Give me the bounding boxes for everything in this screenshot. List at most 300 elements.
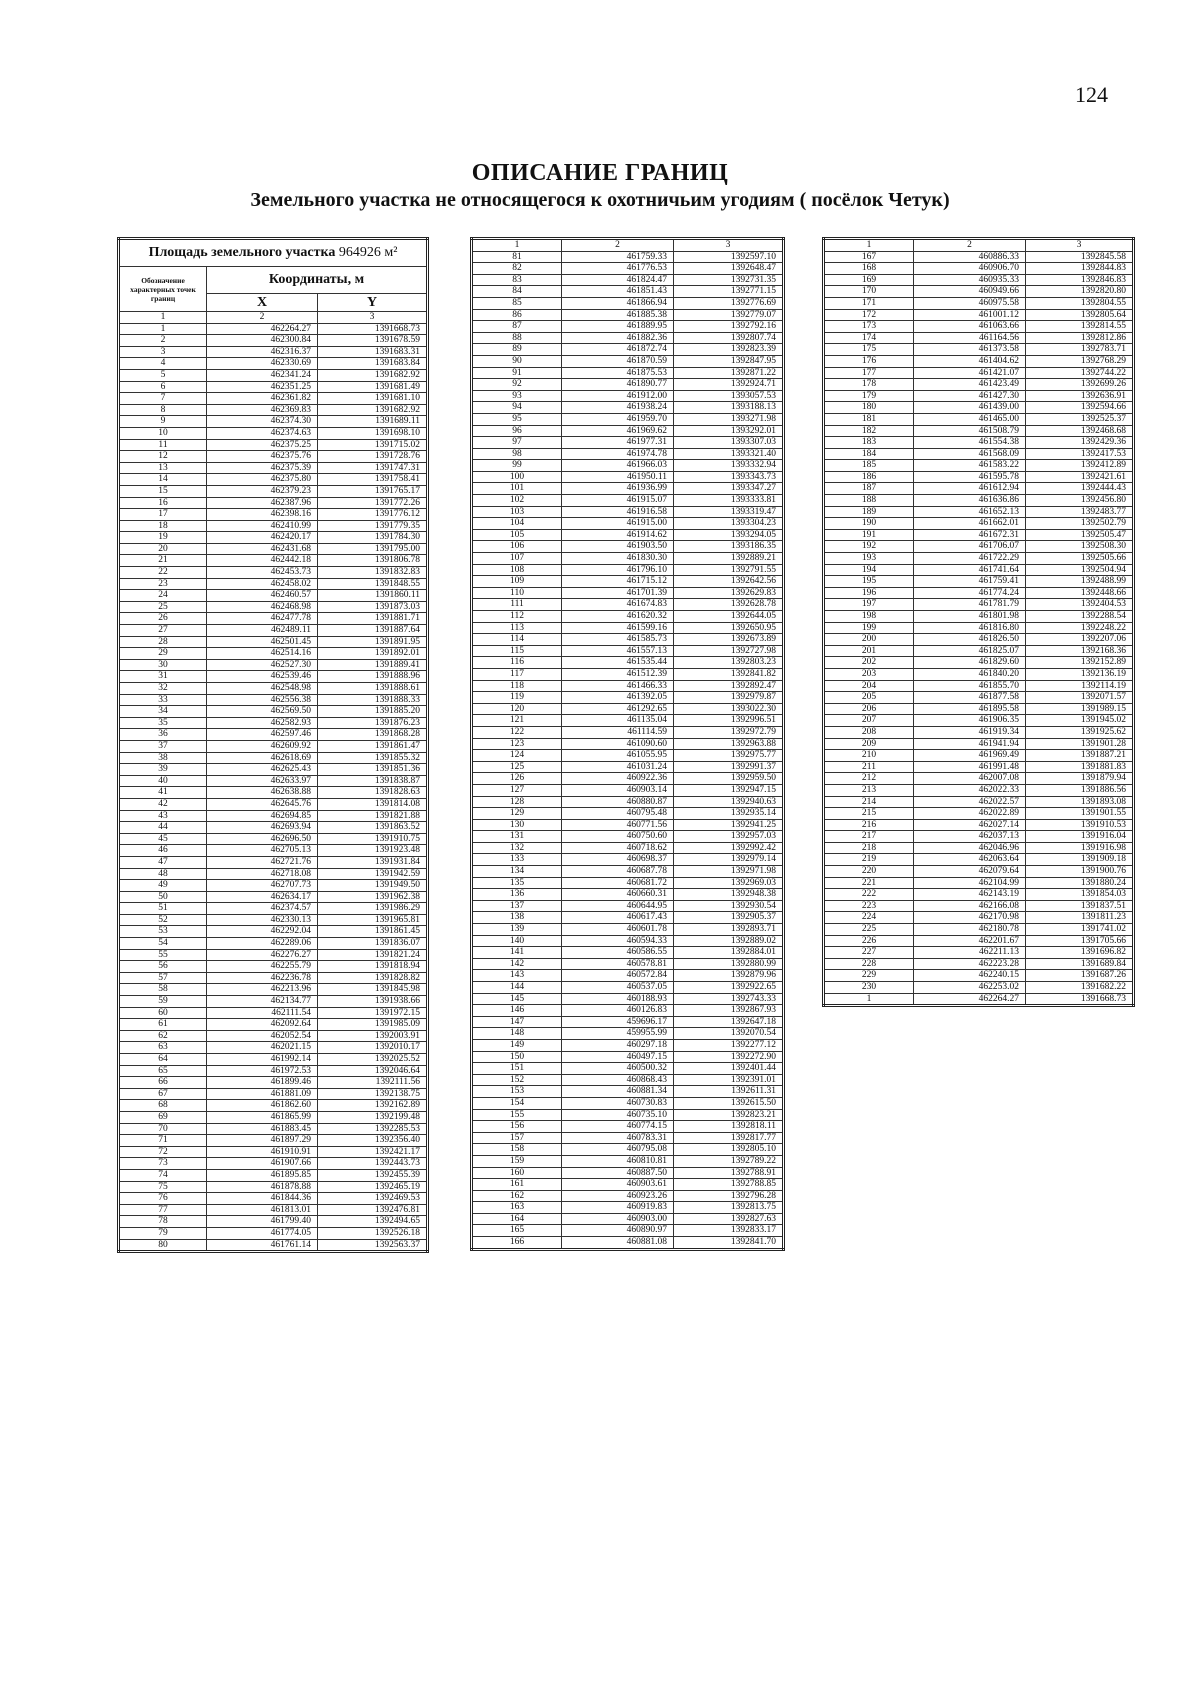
x-value: 462092.64 bbox=[207, 1019, 318, 1031]
x-value: 461895.85 bbox=[207, 1169, 318, 1181]
x-value: 462694.85 bbox=[207, 810, 318, 822]
point-number: 16 bbox=[119, 497, 207, 509]
y-value: 1391931.84 bbox=[318, 856, 428, 868]
y-value: 1392673.89 bbox=[674, 634, 784, 646]
point-number: 156 bbox=[472, 1121, 562, 1133]
point-number: 44 bbox=[119, 822, 207, 834]
x-value: 462707.73 bbox=[207, 880, 318, 892]
area-value: 964926 м² bbox=[338, 245, 398, 260]
table-row bbox=[824, 622, 1134, 634]
y-value: 1392483.77 bbox=[1026, 506, 1134, 518]
x-value: 460890.97 bbox=[562, 1225, 674, 1237]
table-row bbox=[472, 379, 784, 391]
point-number: 105 bbox=[472, 529, 562, 541]
y-value: 1391811.23 bbox=[1026, 912, 1134, 924]
y-value: 1392356.40 bbox=[318, 1135, 428, 1147]
table-row bbox=[824, 367, 1134, 379]
document-title: ОПИСАНИЕ ГРАНИЦ bbox=[471, 160, 729, 186]
point-number: 170 bbox=[824, 286, 914, 298]
point-number: 135 bbox=[472, 877, 562, 889]
point-number: 157 bbox=[472, 1132, 562, 1144]
x-value: 462696.50 bbox=[207, 833, 318, 845]
point-number: 159 bbox=[472, 1155, 562, 1167]
y-value: 1392743.33 bbox=[674, 993, 784, 1005]
x-value: 461950.11 bbox=[562, 471, 674, 483]
y-value: 1392791.55 bbox=[674, 564, 784, 576]
y-value: 1391901.55 bbox=[1026, 808, 1134, 820]
table-row bbox=[472, 970, 784, 982]
y-value: 1392972.79 bbox=[674, 726, 784, 738]
point-number: 121 bbox=[472, 715, 562, 727]
y-value: 1392111.56 bbox=[318, 1077, 428, 1089]
point-number: 174 bbox=[824, 332, 914, 344]
table-row bbox=[472, 634, 784, 646]
y-value: 1391715.02 bbox=[318, 439, 428, 451]
table-row bbox=[472, 344, 784, 356]
y-value: 1392429.36 bbox=[1026, 437, 1134, 449]
y-value: 1391814.08 bbox=[318, 798, 428, 810]
y-value: 1392070.54 bbox=[674, 1028, 784, 1040]
point-number: 51 bbox=[119, 903, 207, 915]
page-number: 124 bbox=[1075, 82, 1108, 107]
y-value: 1392456.80 bbox=[1026, 495, 1134, 507]
table-row bbox=[119, 914, 428, 926]
table-row bbox=[472, 831, 784, 843]
x-value: 461090.60 bbox=[562, 738, 674, 750]
y-value: 1392488.99 bbox=[1026, 576, 1134, 588]
table-row bbox=[472, 564, 784, 576]
x-value: 461889.95 bbox=[562, 321, 674, 333]
x-value: 461897.29 bbox=[207, 1135, 318, 1147]
y-value: 1391965.81 bbox=[318, 914, 428, 926]
col-num-3: 3 bbox=[318, 312, 428, 324]
table-row bbox=[824, 900, 1134, 912]
point-number: 201 bbox=[824, 645, 914, 657]
y-value: 1392248.22 bbox=[1026, 622, 1134, 634]
x-value: 462387.96 bbox=[207, 497, 318, 509]
table-row bbox=[824, 309, 1134, 321]
y-value: 1391891.95 bbox=[318, 636, 428, 648]
table-row bbox=[472, 309, 784, 321]
table-row bbox=[119, 335, 428, 347]
y-value: 1392788.85 bbox=[674, 1179, 784, 1191]
table-row bbox=[824, 645, 1134, 657]
point-number: 191 bbox=[824, 529, 914, 541]
y-value: 1392771.15 bbox=[674, 286, 784, 298]
table-row bbox=[472, 611, 784, 623]
x-value: 462180.78 bbox=[914, 924, 1026, 936]
x-value: 461599.16 bbox=[562, 622, 674, 634]
y-value: 1392979.14 bbox=[674, 854, 784, 866]
table-row bbox=[472, 1016, 784, 1028]
x-value: 461759.33 bbox=[562, 251, 674, 263]
table-row bbox=[119, 1077, 428, 1089]
table-row bbox=[119, 1065, 428, 1077]
y-value: 1391881.71 bbox=[318, 613, 428, 625]
x-value: 461825.07 bbox=[914, 645, 1026, 657]
point-number: 92 bbox=[472, 379, 562, 391]
col-num-2: 2 bbox=[914, 239, 1026, 252]
point-number: 154 bbox=[472, 1097, 562, 1109]
x-value: 461063.66 bbox=[914, 321, 1026, 333]
point-number: 12 bbox=[119, 451, 207, 463]
col-num-3: 3 bbox=[1026, 239, 1134, 252]
x-value: 462276.27 bbox=[207, 949, 318, 961]
y-header: Y bbox=[318, 294, 428, 312]
table-row bbox=[119, 1204, 428, 1216]
table-row bbox=[119, 1216, 428, 1228]
point-number: 97 bbox=[472, 437, 562, 449]
x-value: 462645.76 bbox=[207, 798, 318, 810]
point-number: 6 bbox=[119, 381, 207, 393]
table-row bbox=[119, 775, 428, 787]
table-row bbox=[119, 1181, 428, 1193]
x-value: 459955.99 bbox=[562, 1028, 674, 1040]
x-value: 459696.17 bbox=[562, 1016, 674, 1028]
col-num-1: 1 bbox=[472, 239, 562, 252]
y-value: 1392505.47 bbox=[1026, 529, 1134, 541]
table-row bbox=[472, 1074, 784, 1086]
table-row bbox=[119, 451, 428, 463]
x-value: 462369.83 bbox=[207, 404, 318, 416]
x-value: 461972.53 bbox=[207, 1065, 318, 1077]
table-row bbox=[119, 625, 428, 637]
x-value: 461919.34 bbox=[914, 726, 1026, 738]
y-value: 1392880.99 bbox=[674, 958, 784, 970]
point-number: 56 bbox=[119, 961, 207, 973]
table-row bbox=[824, 495, 1134, 507]
x-value: 462046.96 bbox=[914, 842, 1026, 854]
table-row bbox=[119, 810, 428, 822]
y-value: 1392504.94 bbox=[1026, 564, 1134, 576]
y-value: 1391881.83 bbox=[1026, 761, 1134, 773]
point-number: 1 bbox=[119, 323, 207, 335]
col-num-1: 1 bbox=[824, 239, 914, 252]
x-value: 462264.27 bbox=[207, 323, 318, 335]
point-number: 205 bbox=[824, 692, 914, 704]
x-value: 461001.12 bbox=[914, 309, 1026, 321]
table-row bbox=[472, 506, 784, 518]
point-number: 221 bbox=[824, 877, 914, 889]
y-value: 1392924.71 bbox=[674, 379, 784, 391]
x-value: 461508.79 bbox=[914, 425, 1026, 437]
y-value: 1392285.53 bbox=[318, 1123, 428, 1135]
point-number: 127 bbox=[472, 784, 562, 796]
x-value: 462618.69 bbox=[207, 752, 318, 764]
point-number: 40 bbox=[119, 775, 207, 787]
y-value: 1391689.11 bbox=[318, 416, 428, 428]
table-row bbox=[119, 601, 428, 613]
x-value: 462289.06 bbox=[207, 938, 318, 950]
y-value: 1391682.92 bbox=[318, 404, 428, 416]
point-number: 223 bbox=[824, 900, 914, 912]
table-row bbox=[119, 1042, 428, 1054]
y-value: 1391925.62 bbox=[1026, 726, 1134, 738]
y-value: 1392867.93 bbox=[674, 1005, 784, 1017]
point-number: 152 bbox=[472, 1074, 562, 1086]
y-value: 1393319.47 bbox=[674, 506, 784, 518]
table-row bbox=[824, 425, 1134, 437]
table-row bbox=[119, 346, 428, 358]
point-number: 15 bbox=[119, 485, 207, 497]
x-value: 460935.33 bbox=[914, 274, 1026, 286]
y-value: 1391873.03 bbox=[318, 601, 428, 613]
x-value: 461907.66 bbox=[207, 1158, 318, 1170]
table-row bbox=[472, 912, 784, 924]
table-row bbox=[472, 274, 784, 286]
point-number: 137 bbox=[472, 900, 562, 912]
point-number: 208 bbox=[824, 726, 914, 738]
y-value: 1391784.30 bbox=[318, 532, 428, 544]
point-number: 86 bbox=[472, 309, 562, 321]
x-value: 461781.79 bbox=[914, 599, 1026, 611]
x-value: 461969.49 bbox=[914, 750, 1026, 762]
table-row bbox=[824, 889, 1134, 901]
table-row bbox=[472, 413, 784, 425]
table-row bbox=[824, 958, 1134, 970]
x-value: 460887.50 bbox=[562, 1167, 674, 1179]
x-value: 461421.07 bbox=[914, 367, 1026, 379]
table-row bbox=[472, 471, 784, 483]
table-row bbox=[119, 636, 428, 648]
y-value: 1391962.38 bbox=[318, 891, 428, 903]
y-value: 1391741.02 bbox=[1026, 924, 1134, 936]
point-number: 85 bbox=[472, 297, 562, 309]
y-value: 1391765.17 bbox=[318, 485, 428, 497]
y-value: 1392820.80 bbox=[1026, 286, 1134, 298]
table-row bbox=[824, 344, 1134, 356]
table-row bbox=[119, 659, 428, 671]
x-value: 462143.19 bbox=[914, 889, 1026, 901]
y-value: 1392879.96 bbox=[674, 970, 784, 982]
point-number: 31 bbox=[119, 671, 207, 683]
point-number: 169 bbox=[824, 274, 914, 286]
y-value: 1392892.47 bbox=[674, 680, 784, 692]
x-value: 462501.45 bbox=[207, 636, 318, 648]
x-value: 461824.47 bbox=[562, 274, 674, 286]
x-value: 460881.08 bbox=[562, 1237, 674, 1250]
point-number: 218 bbox=[824, 842, 914, 854]
x-value: 462527.30 bbox=[207, 659, 318, 671]
x-value: 461872.74 bbox=[562, 344, 674, 356]
point-number: 18 bbox=[119, 520, 207, 532]
table-row bbox=[119, 856, 428, 868]
x-value: 462111.54 bbox=[207, 1007, 318, 1019]
y-value: 1391893.08 bbox=[1026, 796, 1134, 808]
x-value: 460497.15 bbox=[562, 1051, 674, 1063]
point-number: 172 bbox=[824, 309, 914, 321]
table-row bbox=[119, 509, 428, 521]
y-value: 1391863.52 bbox=[318, 822, 428, 834]
y-value: 1392417.53 bbox=[1026, 448, 1134, 460]
point-number: 76 bbox=[119, 1193, 207, 1205]
table-row bbox=[119, 822, 428, 834]
x-value: 462375.80 bbox=[207, 474, 318, 486]
table-row bbox=[472, 680, 784, 692]
y-value: 1391851.36 bbox=[318, 764, 428, 776]
x-value: 461164.56 bbox=[914, 332, 1026, 344]
y-value: 1392628.78 bbox=[674, 599, 784, 611]
table-row bbox=[824, 784, 1134, 796]
table-row bbox=[824, 703, 1134, 715]
x-value: 461914.62 bbox=[562, 529, 674, 541]
y-value: 1391901.28 bbox=[1026, 738, 1134, 750]
point-number: 222 bbox=[824, 889, 914, 901]
table-row bbox=[472, 1167, 784, 1179]
table-row bbox=[824, 402, 1134, 414]
y-value: 1392779.07 bbox=[674, 309, 784, 321]
y-value: 1391776.12 bbox=[318, 509, 428, 521]
table-row bbox=[119, 555, 428, 567]
table-row bbox=[824, 448, 1134, 460]
y-value: 1392594.66 bbox=[1026, 402, 1134, 414]
table-row bbox=[119, 381, 428, 393]
table-row bbox=[119, 903, 428, 915]
point-number: 64 bbox=[119, 1054, 207, 1066]
x-value: 460880.87 bbox=[562, 796, 674, 808]
table-row bbox=[119, 358, 428, 370]
table-row bbox=[119, 404, 428, 416]
point-number: 38 bbox=[119, 752, 207, 764]
table-row bbox=[119, 532, 428, 544]
point-number: 160 bbox=[472, 1167, 562, 1179]
table-row bbox=[119, 613, 428, 625]
point-number: 206 bbox=[824, 703, 914, 715]
point-number: 63 bbox=[119, 1042, 207, 1054]
x-value: 462300.84 bbox=[207, 335, 318, 347]
point-number: 148 bbox=[472, 1028, 562, 1040]
x-value: 461830.30 bbox=[562, 553, 674, 565]
x-value: 461774.24 bbox=[914, 587, 1026, 599]
table-row bbox=[824, 773, 1134, 785]
point-number: 184 bbox=[824, 448, 914, 460]
table-row bbox=[119, 1193, 428, 1205]
point-number: 139 bbox=[472, 924, 562, 936]
col-num-2: 2 bbox=[207, 312, 318, 324]
x-value: 462477.78 bbox=[207, 613, 318, 625]
table-row bbox=[472, 1155, 784, 1167]
table-row bbox=[472, 924, 784, 936]
table-row bbox=[472, 1179, 784, 1191]
table-row bbox=[472, 1028, 784, 1040]
point-number: 151 bbox=[472, 1063, 562, 1075]
x-value: 462037.13 bbox=[914, 831, 1026, 843]
x-value: 461636.86 bbox=[914, 495, 1026, 507]
y-value: 1391949.50 bbox=[318, 880, 428, 892]
x-value: 462021.15 bbox=[207, 1042, 318, 1054]
y-value: 1392162.89 bbox=[318, 1100, 428, 1112]
table-row bbox=[824, 924, 1134, 936]
point-number: 72 bbox=[119, 1146, 207, 1158]
point-number: 193 bbox=[824, 553, 914, 565]
x-value: 462569.50 bbox=[207, 706, 318, 718]
y-value: 1392644.05 bbox=[674, 611, 784, 623]
y-value: 1391683.31 bbox=[318, 346, 428, 358]
point-number: 195 bbox=[824, 576, 914, 588]
x-value: 461992.14 bbox=[207, 1054, 318, 1066]
point-number: 26 bbox=[119, 613, 207, 625]
point-number: 114 bbox=[472, 634, 562, 646]
point-number: 219 bbox=[824, 854, 914, 866]
point-number: 54 bbox=[119, 938, 207, 950]
table-row bbox=[824, 761, 1134, 773]
point-number: 84 bbox=[472, 286, 562, 298]
y-value: 1392003.91 bbox=[318, 1030, 428, 1042]
y-value: 1392796.28 bbox=[674, 1190, 784, 1202]
point-number: 65 bbox=[119, 1065, 207, 1077]
x-value: 462514.16 bbox=[207, 648, 318, 660]
y-value: 1392199.48 bbox=[318, 1111, 428, 1123]
point-number: 30 bbox=[119, 659, 207, 671]
point-number: 96 bbox=[472, 425, 562, 437]
x-value: 462721.76 bbox=[207, 856, 318, 868]
y-value: 1391705.66 bbox=[1026, 935, 1134, 947]
y-value: 1392152.89 bbox=[1026, 657, 1134, 669]
y-value: 1391747.31 bbox=[318, 462, 428, 474]
x-value: 461439.00 bbox=[914, 402, 1026, 414]
table-row bbox=[824, 970, 1134, 982]
y-value: 1391837.51 bbox=[1026, 900, 1134, 912]
table-row bbox=[472, 1109, 784, 1121]
y-value: 1392935.14 bbox=[674, 808, 784, 820]
x-value: 462633.97 bbox=[207, 775, 318, 787]
table-row bbox=[824, 819, 1134, 831]
point-number: 167 bbox=[824, 251, 914, 263]
x-value: 461855.70 bbox=[914, 680, 1026, 692]
point-number: 136 bbox=[472, 889, 562, 901]
table-row bbox=[472, 355, 784, 367]
x-value: 460750.60 bbox=[562, 831, 674, 843]
x-value: 461774.05 bbox=[207, 1227, 318, 1239]
point-number: 228 bbox=[824, 958, 914, 970]
x-value: 462375.39 bbox=[207, 462, 318, 474]
x-value: 462341.24 bbox=[207, 369, 318, 381]
point-number: 80 bbox=[119, 1239, 207, 1252]
table-row bbox=[824, 483, 1134, 495]
point-number: 33 bbox=[119, 694, 207, 706]
y-value: 1393188.13 bbox=[674, 402, 784, 414]
point-number: 91 bbox=[472, 367, 562, 379]
x-value: 460660.31 bbox=[562, 889, 674, 901]
x-value: 461877.58 bbox=[914, 692, 1026, 704]
point-number: 23 bbox=[119, 578, 207, 590]
y-value: 1392845.58 bbox=[1026, 251, 1134, 263]
table-row bbox=[472, 321, 784, 333]
point-number: 3 bbox=[119, 346, 207, 358]
table-row bbox=[824, 379, 1134, 391]
y-value: 1392468.68 bbox=[1026, 425, 1134, 437]
table-row bbox=[824, 831, 1134, 843]
x-value: 460949.66 bbox=[914, 286, 1026, 298]
col-num-3: 3 bbox=[674, 239, 784, 252]
y-value: 1392893.71 bbox=[674, 924, 784, 936]
point-number: 183 bbox=[824, 437, 914, 449]
table-row bbox=[119, 427, 428, 439]
point-number: 106 bbox=[472, 541, 562, 553]
col-num-2: 2 bbox=[562, 239, 674, 252]
point-number: 118 bbox=[472, 680, 562, 692]
point-number: 198 bbox=[824, 611, 914, 623]
point-number: 43 bbox=[119, 810, 207, 822]
point-number: 215 bbox=[824, 808, 914, 820]
y-value: 1392948.38 bbox=[674, 889, 784, 901]
y-value: 1392846.83 bbox=[1026, 274, 1134, 286]
x-value: 462638.88 bbox=[207, 787, 318, 799]
y-value: 1392844.83 bbox=[1026, 263, 1134, 275]
point-number: 116 bbox=[472, 657, 562, 669]
point-number: 1 bbox=[824, 993, 914, 1006]
y-value: 1391668.73 bbox=[1026, 993, 1134, 1006]
